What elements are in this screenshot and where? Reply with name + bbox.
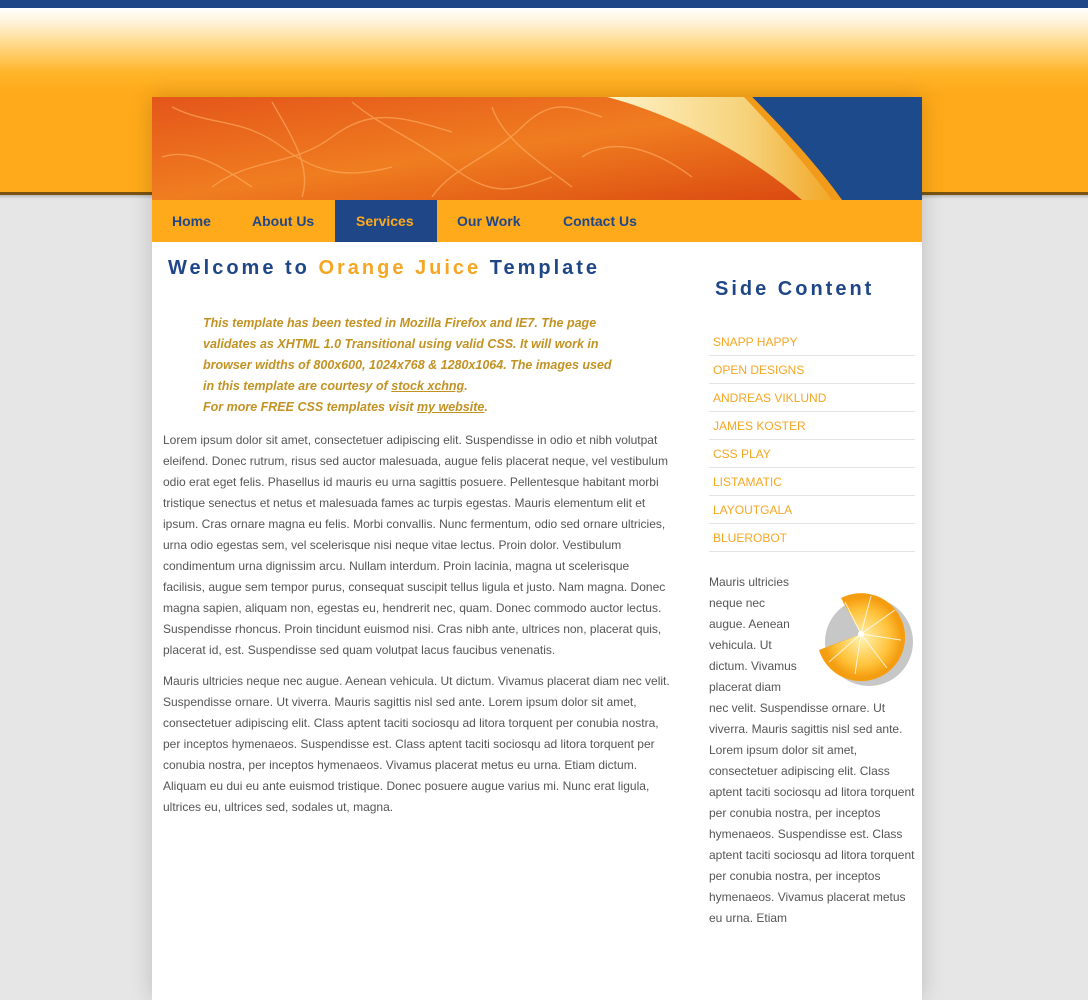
paragraph-2: Mauris ultricies neque nec augue. Aenean vehicula. Ut dictum. Vivamus placerat diam nec velit. Suspendisse ornare. Ut viverra. Mauris sagittis nisl sed ante. Lorem ipsum dolor sit amet, consectetuer adipiscing elit. Class aptent taciti sociosqu ad litora torquent per conubia nostra, per inceptos hymenaeos. Suspendisse est. Class aptent taciti sociosqu ad litora torquent per conubia nostra, per inceptos hymenaeos. Vivamus placerat metus eu urna. Etiam dictum. Aliquam eu dui eu ante euismod tristique. Donec posuere augue varius mi. Nunc erat ligula, ultrices eu, ultrices sed, sodales ut, magna. xyxy=(163,674,670,814)
nav-contact-us[interactable]: Contact Us xyxy=(563,213,637,229)
sidebar-link-james-koster[interactable]: JAMES KOSTER xyxy=(709,412,915,440)
sidebar-link-list xyxy=(709,328,915,552)
sidebar-link-bluerobot[interactable]: BLUEROBOT xyxy=(709,524,915,552)
page-title xyxy=(168,255,673,281)
top-blue-bar xyxy=(0,0,1088,8)
sidebar-title: Side Content xyxy=(715,278,875,300)
sidebar-link-css-play[interactable]: CSS PLAY xyxy=(709,440,915,468)
title-part-2: Template xyxy=(481,257,601,279)
header-orange-image xyxy=(152,97,922,200)
note-text-1: This template has been tested in Mozilla Firefox and IE7. The page validates as XHTML 1.0 Transitional using valid CSS. It will work in browser widths of 800x600, 1024x768 & 1280x1064. The images used in this template are courtesy of xyxy=(203,316,612,393)
nav-services[interactable]: Services xyxy=(335,200,437,242)
sidebar-link-listamatic[interactable]: LISTAMATIC xyxy=(709,468,915,496)
sidebar-link-layoutgala[interactable]: LAYOUTGALA xyxy=(709,496,915,524)
my-website-link[interactable]: my website xyxy=(416,400,485,414)
title-highlight: Orange Juice xyxy=(318,257,482,279)
sidebar-link-snapp-happy[interactable]: SNAPP HAPPY xyxy=(709,328,915,356)
sidebar xyxy=(709,277,915,1000)
sidebar-text: Mauris ultricies neque nec augue. Aenean vehicula. Ut dictum. Vivamus placerat diam nec velit. Suspendisse ornare. Ut viverra. Mauris sagittis nisl sed ante. Lorem ipsum dolor sit amet, consectetuer adipiscing elit. Class aptent taciti sociosqu ad litora torquent per conubia nostra, per inceptos hymenaeos. Suspendisse est. Class aptent taciti sociosqu ad litora torquent per conubia nostra, per inceptos hymenaeos. Vivamus placerat metus eu urna. Etiam xyxy=(709,575,915,925)
note-text-2: . xyxy=(464,379,468,393)
page-container xyxy=(152,97,922,1000)
sidebar-link-open-designs[interactable]: OPEN DESIGNS xyxy=(709,356,915,384)
orange-slice-image xyxy=(811,584,915,694)
nav-about-us[interactable]: About Us xyxy=(252,213,315,229)
stock-xchng-link[interactable]: stock xchng xyxy=(391,379,465,393)
main-content xyxy=(163,255,673,818)
note-text-3: For more FREE CSS templates visit xyxy=(203,400,417,414)
paragraph-1: Lorem ipsum dolor sit amet, consectetuer adipiscing elit. Suspendisse in odio et nibh volutpat eleifend. Donec rutrum, risus sed auctor malesuada, augue felis placerat neque, vel vestibulum odio erat eget felis. Phasellus id mauris eu urna sagittis posuere. Pellentesque habitant morbi tristique senectus et netus et malesuada fames ac turpis egestas. Mauris elementum elit et ipsum. Cras ornare magna eu felis. Morbi convallis. Nunc fermentum, odio sed ornare ultricies, urna odio egestas sem, vel scelerisque nisi neque vitae lectus. Proin dolor. Vestibulum condimentum urna dignissim arcu. Nullam interdum. Proin lacinia, magna ut scelerisque facilisis, augue sem tempor purus, consequat suscipit tellus ligula et justo. Nam magna. Donec magna sapien, aliquam non, egestas eu, hendrerit nec, quam. Donec commodo auctor lectus. Suspendisse rhoncus. Proin tincidunt euismod nisi. Cras nibh ante, ultrices non, placerat quis, placerat id, est. Suspendisse sed quam volutpat lacus faucibus venenatis. xyxy=(163,433,668,657)
title-part-1: Welcome to xyxy=(168,257,319,279)
template-note xyxy=(203,313,623,418)
nav-home[interactable]: Home xyxy=(172,213,211,229)
main-navigation xyxy=(152,200,922,242)
sidebar-link-andreas-viklund[interactable]: ANDREAS VIKLUND xyxy=(709,384,915,412)
orange-slice-photo xyxy=(152,97,922,200)
sidebar-text-block xyxy=(709,572,915,1000)
nav-our-work[interactable]: Our Work xyxy=(457,213,521,229)
note-text-4: . xyxy=(484,400,488,414)
